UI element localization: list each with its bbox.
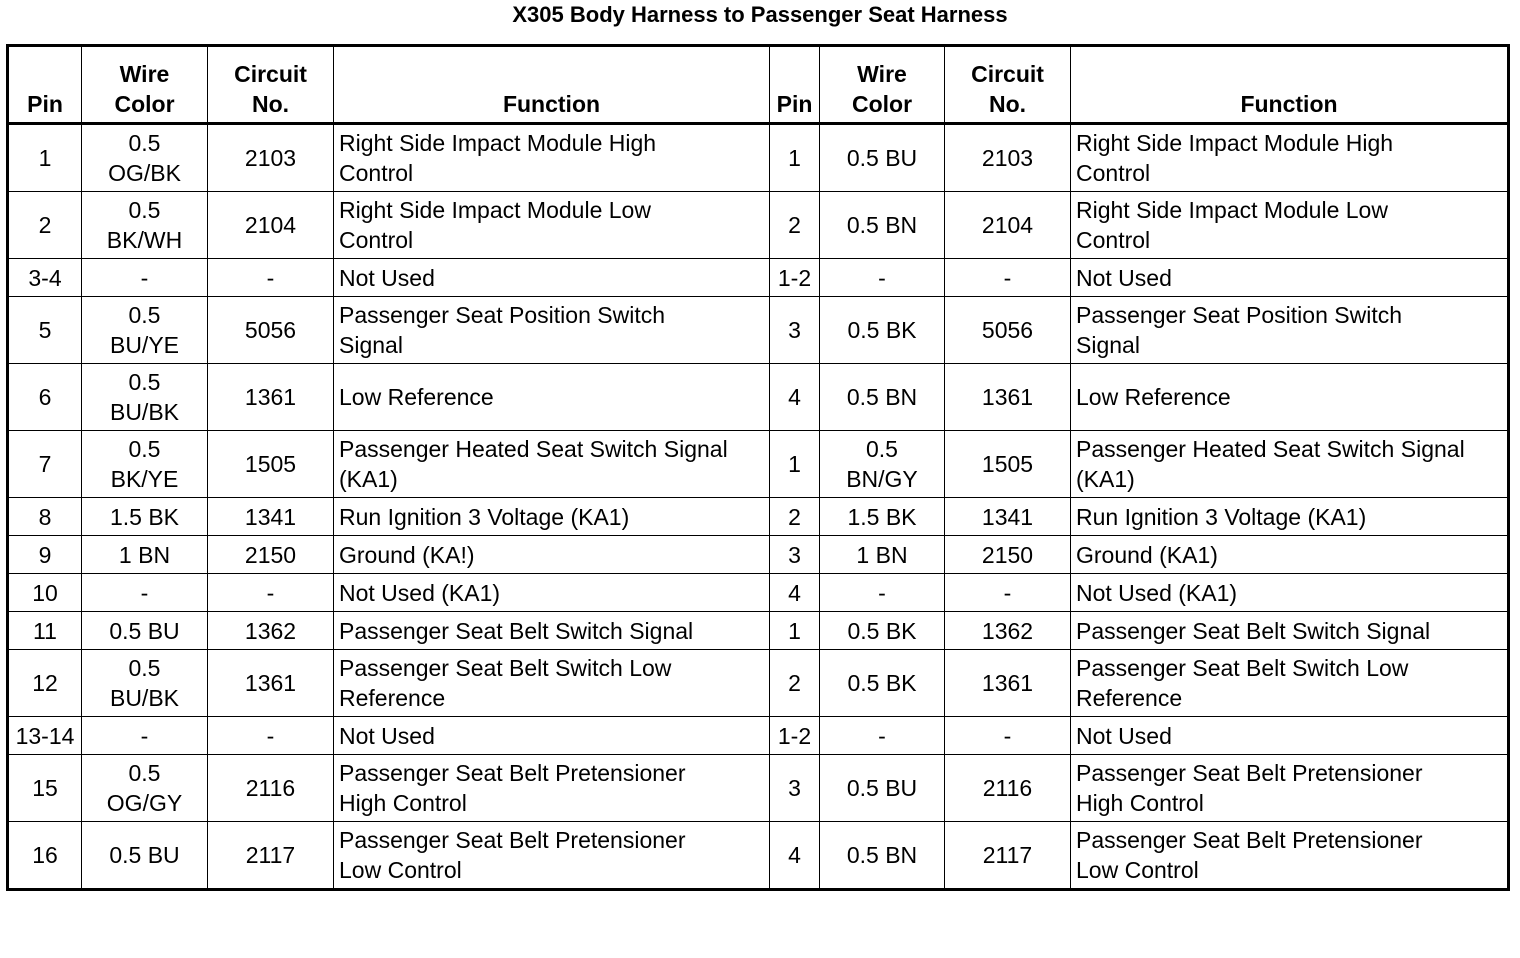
table-row	[8, 650, 1509, 717]
function-cell-left	[334, 717, 770, 755]
table-row	[8, 124, 1509, 192]
function-cell-right	[1071, 574, 1509, 612]
wire-color-cell-left	[82, 192, 208, 259]
circuit-cell-left: 2117	[208, 822, 334, 890]
circuit-cell-right: 1361	[945, 364, 1071, 431]
wire-color-cell-line: 0.5 BU	[846, 145, 918, 171]
pin-cell-right: 1-2	[770, 259, 820, 297]
circuit-cell-left: 1361	[208, 650, 334, 717]
circuit-cell-right: 1362	[945, 612, 1071, 650]
function-cell-line: Passenger Heated Seat Switch Signal	[1076, 436, 1465, 462]
function-cell-line: Ground (KA1)	[1076, 541, 1218, 568]
wire-color-cell-line: -	[878, 579, 886, 606]
wire-color-cell-right	[820, 612, 945, 650]
pin-cell-left: 11	[8, 612, 82, 650]
wire-color-cell-left	[82, 364, 208, 431]
function-cell-line: Reference	[339, 685, 446, 711]
circuit-cell-left: 2116	[208, 755, 334, 822]
wire-color-cell-right	[820, 650, 945, 717]
wire-color-cell-right	[820, 574, 945, 612]
function-cell-line: Right Side Impact Module High	[1076, 130, 1394, 156]
function-cell-line: Passenger Seat Position Switch	[1076, 302, 1403, 328]
header-row	[8, 46, 1509, 124]
table-row	[8, 364, 1509, 431]
function-cell-line: Control	[1076, 160, 1151, 186]
wire-color-cell-line: -	[878, 264, 886, 291]
circuit-cell-right: 2104	[945, 192, 1071, 259]
function-cell-right	[1071, 612, 1509, 650]
circuit-cell-right: 2103	[945, 124, 1071, 192]
function-cell-right	[1071, 431, 1509, 498]
function-cell-right	[1071, 650, 1509, 717]
pin-cell-left: 5	[8, 297, 82, 364]
wire-color-cell-left	[82, 431, 208, 498]
pin-cell-left: 8	[8, 498, 82, 536]
header-circuit-line2: No.	[988, 91, 1027, 117]
function-cell-right	[1071, 498, 1509, 536]
wire-color-cell-right	[820, 498, 945, 536]
wire-color-cell-right	[820, 431, 945, 498]
function-cell-line: Run Ignition 3 Voltage (KA1)	[1076, 503, 1367, 530]
function-cell-line: Not Used	[1076, 264, 1172, 291]
table-body	[8, 124, 1509, 890]
function-cell-line: Right Side Impact Module High	[339, 130, 657, 156]
wire-color-cell-line: 1.5 BK	[109, 503, 180, 530]
wire-color-cell-line: BN/GY	[846, 466, 918, 492]
function-cell-line: Passenger Seat Belt Switch Low	[1076, 655, 1409, 681]
circuit-cell-left: 2103	[208, 124, 334, 192]
wire-color-cell-line: 0.5	[128, 436, 161, 462]
function-cell-line: Passenger Seat Belt Pretensioner	[1076, 827, 1423, 853]
function-cell-right	[1071, 124, 1509, 192]
table-row	[8, 259, 1509, 297]
pin-cell-left: 10	[8, 574, 82, 612]
function-cell-right	[1071, 755, 1509, 822]
function-cell-left	[334, 297, 770, 364]
function-cell-line: Low Control	[339, 857, 462, 883]
table-row	[8, 192, 1509, 259]
wire-color-cell-line: 0.5 BK	[847, 317, 917, 343]
header-circuit-line1: Circuit	[971, 61, 1044, 87]
function-cell-line: Low Reference	[1076, 384, 1231, 410]
wire-color-cell-line: -	[878, 722, 886, 749]
wire-color-cell-line: BK/YE	[110, 466, 179, 492]
table-row	[8, 717, 1509, 755]
pin-cell-left: 1	[8, 124, 82, 192]
circuit-cell-right: 5056	[945, 297, 1071, 364]
function-cell-line: High Control	[1076, 790, 1204, 816]
table-row	[8, 498, 1509, 536]
wire-color-cell-line: 1 BN	[118, 541, 171, 568]
pin-cell-left: 3-4	[8, 259, 82, 297]
wire-color-cell-right	[820, 755, 945, 822]
function-cell-right	[1071, 717, 1509, 755]
header-wire-line1: Wire	[857, 61, 907, 87]
function-cell-right	[1071, 259, 1509, 297]
wire-color-cell-left	[82, 755, 208, 822]
circuit-cell-left: -	[208, 717, 334, 755]
header-wire-line2: Color	[114, 91, 175, 117]
wire-color-cell-line: 0.5	[128, 760, 161, 786]
function-cell-left	[334, 124, 770, 192]
header-wire-color-right	[820, 46, 945, 124]
function-cell-left	[334, 431, 770, 498]
wire-color-cell-right	[820, 192, 945, 259]
circuit-cell-right: -	[945, 717, 1071, 755]
table-row	[8, 822, 1509, 890]
pin-cell-right: 2	[770, 192, 820, 259]
function-cell-line: (KA1)	[339, 466, 398, 492]
function-cell-left	[334, 612, 770, 650]
function-cell-line: Control	[339, 227, 414, 253]
circuit-cell-left: 1362	[208, 612, 334, 650]
function-cell-line: Signal	[339, 332, 403, 358]
header-wire-line2: Color	[851, 91, 913, 117]
table-row	[8, 755, 1509, 822]
wire-color-cell-line: BU/YE	[109, 332, 180, 358]
wire-color-cell-left	[82, 259, 208, 297]
circuit-cell-right: 1505	[945, 431, 1071, 498]
wire-color-cell-line: 0.5 BN	[846, 212, 918, 238]
wire-color-cell-line: 0.5 BN	[846, 384, 918, 410]
circuit-cell-left: -	[208, 259, 334, 297]
function-cell-line: Ground (KA!)	[339, 541, 475, 568]
wire-color-cell-line: 0.5	[128, 369, 161, 395]
wire-color-cell-line: BK/WH	[106, 227, 183, 253]
function-cell-line: Passenger Seat Belt Pretensioner	[339, 827, 686, 853]
wire-color-cell-line: 0.5	[128, 130, 161, 156]
function-cell-line: Control	[339, 160, 414, 186]
pin-cell-right: 1-2	[770, 717, 820, 755]
wire-color-cell-line: -	[140, 722, 149, 749]
header-pin-right: Pin	[770, 46, 820, 124]
wire-color-cell-right	[820, 364, 945, 431]
circuit-cell-right: 1361	[945, 650, 1071, 717]
circuit-cell-right: 1341	[945, 498, 1071, 536]
header-circuit-right	[945, 46, 1071, 124]
wire-color-cell-line: -	[140, 264, 149, 291]
wire-color-cell-left	[82, 498, 208, 536]
circuit-cell-left: 1341	[208, 498, 334, 536]
function-cell-line: (KA1)	[1076, 466, 1135, 492]
wire-color-cell-left	[82, 574, 208, 612]
wire-color-cell-line: 0.5 BU	[109, 842, 180, 868]
wire-color-cell-left	[82, 536, 208, 574]
pin-cell-right: 3	[770, 297, 820, 364]
function-cell-line: Passenger Seat Belt Switch Signal	[1076, 617, 1431, 644]
wire-color-cell-left	[82, 822, 208, 890]
wire-color-cell-right	[820, 822, 945, 890]
wire-color-cell-right	[820, 717, 945, 755]
pin-cell-left: 6	[8, 364, 82, 431]
function-cell-left	[334, 536, 770, 574]
function-cell-line: Not Used (KA1)	[1076, 579, 1238, 606]
function-cell-left	[334, 192, 770, 259]
function-cell-line: Passenger Seat Belt Switch Signal	[339, 617, 694, 644]
circuit-cell-left: 1361	[208, 364, 334, 431]
wire-color-cell-left	[82, 650, 208, 717]
table-title: X305 Body Harness to Passenger Seat Harness	[512, 2, 1008, 27]
header-wire-color-left	[82, 46, 208, 124]
function-cell-line: Not Used (KA1)	[339, 579, 501, 606]
wire-color-cell-right	[820, 259, 945, 297]
function-cell-right	[1071, 822, 1509, 890]
table-row	[8, 536, 1509, 574]
wire-color-cell-line: 0.5 BU	[846, 775, 918, 801]
circuit-cell-left: 2104	[208, 192, 334, 259]
wire-color-cell-line: 0.5	[866, 436, 898, 462]
circuit-cell-right: 2117	[945, 822, 1071, 890]
wire-color-cell-line: 0.5	[128, 197, 161, 223]
pin-cell-left: 2	[8, 192, 82, 259]
wire-color-cell-line: OG/GY	[106, 790, 183, 816]
circuit-cell-left: 5056	[208, 297, 334, 364]
function-cell-left	[334, 574, 770, 612]
header-circuit-line2: No.	[251, 91, 290, 117]
table-row	[8, 431, 1509, 498]
wire-color-cell-line: BU/BK	[109, 399, 180, 425]
function-cell-right	[1071, 536, 1509, 574]
function-cell-right	[1071, 364, 1509, 431]
wire-color-cell-line: 0.5	[128, 302, 161, 328]
function-cell-left	[334, 755, 770, 822]
table-row	[8, 297, 1509, 364]
pin-cell-left: 9	[8, 536, 82, 574]
pin-cell-left: 16	[8, 822, 82, 890]
function-cell-line: High Control	[339, 790, 467, 816]
function-cell-line: Not Used	[1076, 722, 1172, 749]
wire-color-cell-line: 0.5 BK	[847, 617, 917, 644]
pin-cell-right: 1	[770, 612, 820, 650]
function-cell-left	[334, 498, 770, 536]
header-function-left: Function	[334, 46, 770, 124]
function-cell-line: Signal	[1076, 332, 1140, 358]
wire-color-cell-line: OG/BK	[108, 160, 181, 186]
wire-color-cell-line: 0.5 BU	[109, 617, 180, 644]
wire-color-cell-left	[82, 297, 208, 364]
header-function-right: Function	[1071, 46, 1509, 124]
circuit-cell-right: -	[945, 259, 1071, 297]
pin-cell-right: 4	[770, 574, 820, 612]
function-cell-line: Low Reference	[339, 384, 494, 410]
circuit-cell-right: 2116	[945, 755, 1071, 822]
wire-color-cell-line: 0.5	[128, 655, 161, 681]
function-cell-left	[334, 650, 770, 717]
wire-color-cell-line: -	[140, 579, 149, 606]
pin-cell-right: 1	[770, 431, 820, 498]
wire-color-cell-left	[82, 717, 208, 755]
function-cell-line: Passenger Seat Belt Pretensioner	[1076, 760, 1423, 786]
table-row	[8, 612, 1509, 650]
wire-color-cell-line: 1 BN	[856, 541, 908, 568]
function-cell-line: Passenger Heated Seat Switch Signal	[339, 436, 728, 462]
function-cell-right	[1071, 192, 1509, 259]
pin-cell-right: 3	[770, 536, 820, 574]
pin-cell-right: 1	[770, 124, 820, 192]
pin-cell-right: 2	[770, 498, 820, 536]
wire-color-cell-right	[820, 297, 945, 364]
wire-color-cell-line: 0.5 BN	[846, 842, 918, 868]
header-circuit-left	[208, 46, 334, 124]
function-cell-left	[334, 259, 770, 297]
function-cell-line: Passenger Seat Belt Switch Low	[339, 655, 672, 681]
connector-pinout-table	[6, 44, 1510, 891]
wire-color-cell-line: BU/BK	[109, 685, 180, 711]
wire-color-cell-line: 1.5 BK	[847, 503, 917, 530]
wire-color-cell-right	[820, 536, 945, 574]
wire-color-cell-line: 0.5 BK	[847, 670, 917, 696]
header-pin-left: Pin	[8, 46, 82, 124]
table-row	[8, 574, 1509, 612]
pin-cell-left: 15	[8, 755, 82, 822]
header-wire-line1: Wire	[119, 61, 170, 87]
function-cell-right	[1071, 297, 1509, 364]
function-cell-line: Run Ignition 3 Voltage (KA1)	[339, 503, 630, 530]
function-cell-line: Passenger Seat Position Switch	[339, 302, 666, 328]
pin-cell-right: 4	[770, 822, 820, 890]
function-cell-line: Reference	[1076, 685, 1183, 711]
function-cell-line: Not Used	[339, 722, 435, 749]
function-cell-left	[334, 822, 770, 890]
pin-cell-right: 4	[770, 364, 820, 431]
circuit-cell-left: -	[208, 574, 334, 612]
function-cell-line: Not Used	[339, 264, 435, 291]
function-cell-line: Control	[1076, 227, 1151, 253]
wire-color-cell-left	[82, 124, 208, 192]
pin-cell-left: 13-14	[8, 717, 82, 755]
circuit-cell-right: -	[945, 574, 1071, 612]
pin-cell-left: 7	[8, 431, 82, 498]
circuit-cell-left: 1505	[208, 431, 334, 498]
pin-cell-right: 2	[770, 650, 820, 717]
wire-color-cell-left	[82, 612, 208, 650]
function-cell-line: Right Side Impact Module Low	[339, 197, 651, 223]
circuit-cell-left: 2150	[208, 536, 334, 574]
pin-cell-left: 12	[8, 650, 82, 717]
pin-cell-right: 3	[770, 755, 820, 822]
function-cell-line: Right Side Impact Module Low	[1076, 197, 1388, 223]
function-cell-line: Passenger Seat Belt Pretensioner	[339, 760, 686, 786]
circuit-cell-right: 2150	[945, 536, 1071, 574]
function-cell-left	[334, 364, 770, 431]
wire-color-cell-right	[820, 124, 945, 192]
header-circuit-line1: Circuit	[234, 61, 307, 87]
function-cell-line: Low Control	[1076, 857, 1199, 883]
